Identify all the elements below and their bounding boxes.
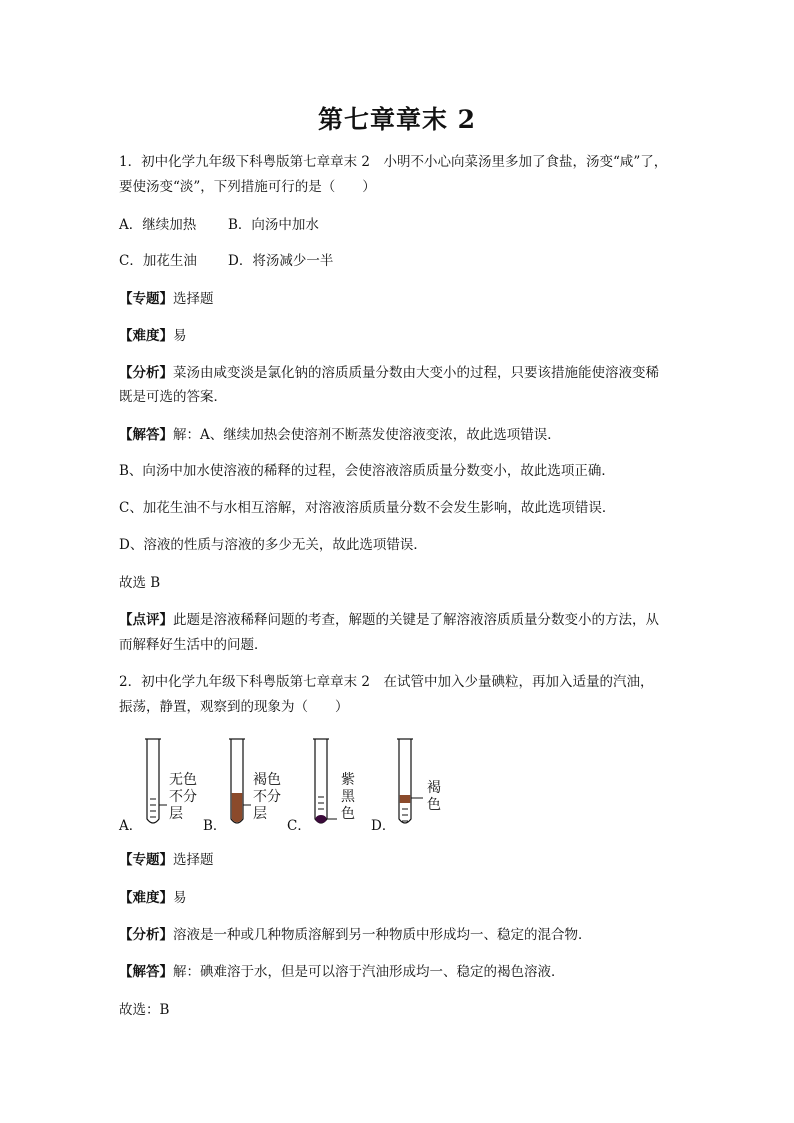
q1-answer-line4: D、溶液的性质与溶液的多少无关，故此选项错误． [119, 537, 427, 553]
q2-analysis-text: 溶液是一种或几种物质溶解到另一种物质中形成均一、稳定的混合物． [173, 927, 592, 943]
q1-options-row2 [119, 251, 689, 271]
q1-answer-line2: B、向汤中加水使溶液的稀释的过程，会使溶液溶质质量分数变小，故此选项正确． [119, 463, 615, 479]
q1-analysis-line2: 既是可选的答案． [119, 389, 227, 405]
q1-comment [119, 610, 689, 630]
q1-option-b: B．向汤中加水 [228, 217, 319, 233]
q1-choose: 故选 B [119, 575, 161, 591]
q2-topic-tag: 【专题】 [119, 852, 173, 868]
q1-difficulty-value: 易 [173, 328, 187, 344]
q1-topic-value: 选择题 [173, 291, 214, 307]
q2-tube-b-label: 褐色 不分 层 [253, 772, 281, 822]
q1-analysis-tag: 【分析】 [119, 365, 173, 381]
q1-difficulty-tag: 【难度】 [119, 328, 173, 344]
q2-option-d-letter: D． [371, 818, 396, 834]
q2-difficulty-tag: 【难度】 [119, 890, 173, 906]
q2-choose: 故选：B [119, 1002, 170, 1018]
q1-answer-tag: 【解答】 [119, 427, 173, 443]
q1-analysis [119, 363, 689, 383]
q1-stem-line2: 要使汤变“淡”，下列措施可行的是（ ） [119, 179, 376, 195]
q1-options-row1 [119, 215, 689, 235]
q2-option-c-letter: C． [287, 818, 311, 834]
q2-analysis-tag: 【分析】 [119, 927, 173, 943]
q2-difficulty [119, 888, 689, 908]
q1-comment-line2: 而解释好生活中的问题． [119, 637, 268, 653]
page-title: 第七章章末 2 [317, 105, 477, 134]
q2-tube-c-label: 紫 黑 色 [341, 772, 355, 822]
q2-test-tube-figure [119, 735, 479, 835]
q1-topic-tag: 【专题】 [119, 291, 173, 307]
q1-option-c: C．加花生油 [119, 253, 197, 269]
q2-tube-d-label: 褐 色 [427, 780, 441, 813]
q2-topic-value: 选择题 [173, 852, 214, 868]
q1-stem-line1: 1．初中化学九年级下科粤版第七章章末 2 小明不小心向菜汤里多加了食盐，汤变“咸”了， [119, 154, 668, 170]
q1-topic [119, 289, 689, 309]
q1-answer [119, 425, 689, 445]
q1-answer-line1: 解：A、继续加热会使溶剂不断蒸发使溶液变浓，故此选项错误． [173, 427, 561, 443]
q2-topic [119, 850, 689, 870]
test-tube-c-icon [313, 739, 337, 823]
q1-comment-tag: 【点评】 [119, 612, 173, 628]
test-tube-d-icon [397, 739, 423, 823]
q2-tube-a-label: 无色 不分 层 [169, 772, 197, 822]
q2-stem-line2: 振荡，静置，观察到的现象为（ ） [119, 699, 349, 715]
test-tube-b-icon [229, 739, 251, 823]
test-tube-a-icon [145, 739, 167, 823]
q2-option-b-letter: B． [203, 818, 227, 834]
q2-option-a-letter: A． [119, 818, 143, 834]
q2-analysis [119, 925, 689, 945]
q2-answer-text: 解：碘难溶于水，但是可以溶于汽油形成均一、稳定的褐色溶液． [173, 964, 565, 980]
q1-option-d: D．将汤减少一半 [228, 253, 334, 269]
q1-option-a: A．继续加热 [119, 217, 197, 233]
q2-answer-tag: 【解答】 [119, 964, 173, 980]
q2-stem-line1: 2．初中化学九年级下科粤版第七章章末 2 在试管中加入少量碘粒，再加入适量的汽油， [119, 674, 654, 690]
q1-answer-line3: C、加花生油不与水相互溶解，对溶液溶质质量分数不会发生影响，故此选项错误． [119, 500, 616, 516]
q1-comment-line1: 此题是溶液稀释问题的考查，解题的关键是了解溶液溶质质量分数变小的方法，从 [173, 612, 659, 628]
q1-difficulty [119, 326, 689, 346]
q2-answer [119, 962, 689, 982]
q2-difficulty-value: 易 [173, 890, 187, 906]
q1-analysis-line1: 菜汤由咸变淡是氯化钠的溶质质量分数由大变小的过程，只要该措施能使溶液变稀 [173, 365, 659, 381]
